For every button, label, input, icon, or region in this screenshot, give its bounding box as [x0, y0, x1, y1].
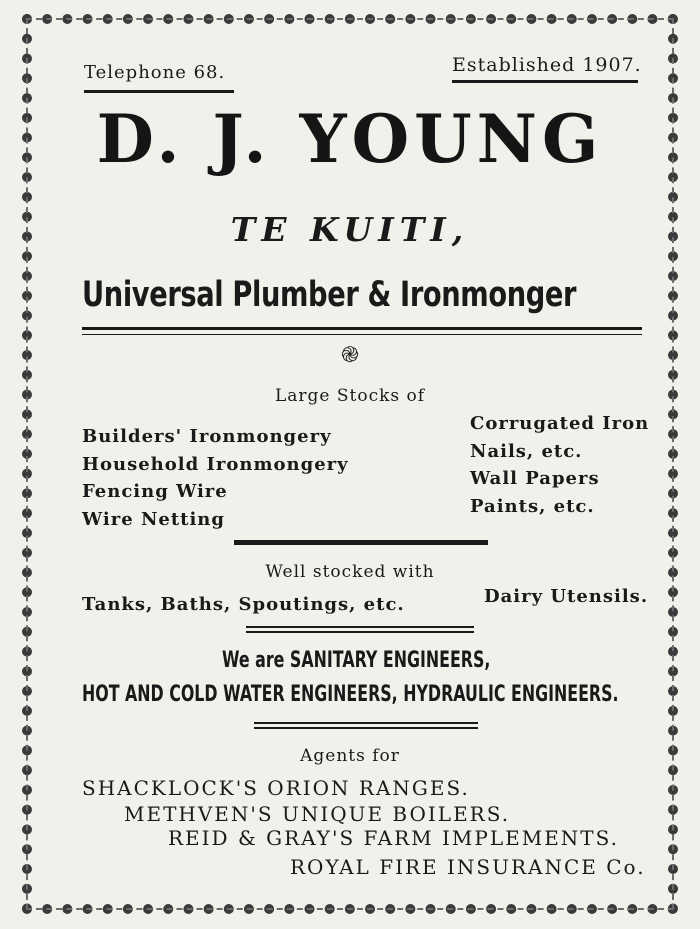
agent-item: METHVEN'S UNIQUE BOILERS.: [124, 802, 511, 826]
town-name: TE KUITI,: [230, 210, 470, 249]
stocked-heading: Well stocked with: [265, 562, 435, 582]
engineers-line-1: We are SANITARY ENGINEERS,: [222, 648, 491, 673]
divider-1: [234, 540, 488, 545]
agents-heading: Agents for: [300, 746, 400, 766]
established-text: Established 1907.: [452, 54, 642, 76]
list-item: Wire Netting: [82, 508, 225, 530]
ornament-icon: ֎: [341, 343, 359, 368]
divider-3b: [254, 727, 478, 729]
trade-title: Universal Plumber & Ironmonger: [82, 275, 577, 315]
telephone-underline: [84, 90, 234, 93]
list-item: Paints, etc.: [470, 495, 595, 517]
business-name: D. J. YOUNG: [96, 100, 604, 178]
telephone-text: Telephone 68.: [84, 62, 226, 83]
engineers-line-2: HOT AND COLD WATER ENGINEERS, HYDRAULIC ENGINEERS.: [82, 682, 619, 707]
stocked-right: Dairy Utensils.: [484, 586, 649, 607]
divider-2: [246, 626, 474, 628]
established-underline: [452, 80, 638, 83]
stocks-heading: Large Stocks of: [274, 386, 426, 406]
list-item: Wall Papers: [470, 468, 600, 489]
stocked-left: Tanks, Baths, Spoutings, etc.: [82, 594, 405, 615]
divider-3: [254, 722, 478, 724]
divider-2b: [246, 631, 474, 633]
trade-underline: [82, 327, 642, 330]
list-item: Nails, etc.: [470, 440, 583, 462]
trade-underline-thin: [82, 334, 642, 335]
list-item: Builders' Ironmongery: [82, 426, 332, 447]
agent-item: REID & GRAY'S FARM IMPLEMENTS.: [168, 826, 619, 850]
list-item: Fencing Wire: [82, 481, 228, 502]
stocks-left-list: [82, 423, 349, 533]
stocks-right-list: [470, 410, 649, 520]
agent-item: ROYAL FIRE INSURANCE Co.: [290, 855, 646, 879]
list-item: Corrugated Iron: [470, 413, 650, 434]
agent-item: SHACKLOCK'S ORION RANGES.: [82, 776, 470, 800]
list-item: Household Ironmongery: [82, 453, 349, 475]
